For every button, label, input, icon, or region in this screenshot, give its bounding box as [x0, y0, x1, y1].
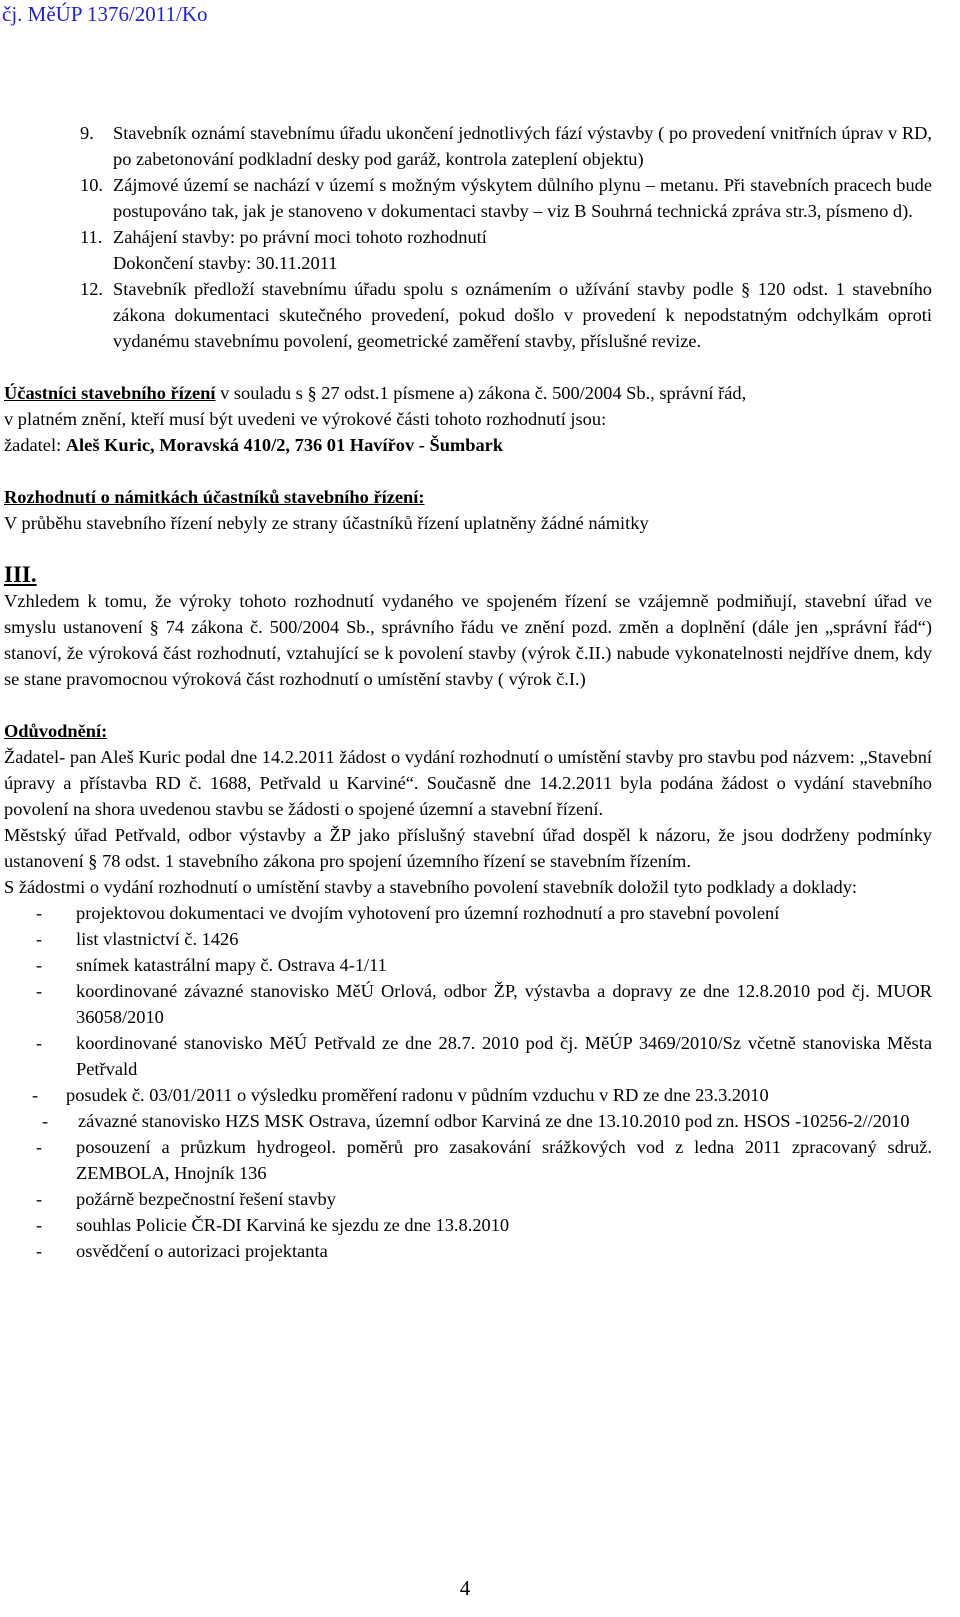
list-dash: - — [36, 955, 43, 975]
list-dash: - — [36, 1189, 43, 1209]
list-item-text: list vlastnictví č. 1426 — [76, 929, 239, 949]
completion-of-construction: Dokončení stavby: 30.11.2011 — [113, 253, 338, 273]
participants-tail: , správní řád, — [650, 383, 747, 403]
list-item-text: osvědčení o autorizaci projektanta — [76, 1241, 328, 1261]
document-list-item — [36, 900, 932, 926]
list-dash: - — [36, 981, 43, 1001]
document-body — [4, 120, 932, 1264]
objections-text: V průběhu stavebního řízení nebyly ze strany účastníků řízení uplatněny žádné námitky — [4, 513, 649, 533]
objections-heading: Rozhodnutí o námitkách účastníků stavebního řízení: — [4, 487, 425, 507]
document-list-item — [36, 952, 932, 978]
document-list-item — [42, 1108, 932, 1134]
document-list-item — [36, 1212, 932, 1238]
list-item-text: posouzení a průzkum hydrogeol. poměrů pro zasakování srážkových vod z ledna 2011 zpracovaný sdruž. ZEMBOLA, Hnojník 136 — [76, 1137, 932, 1183]
participants-paragraph — [4, 380, 932, 406]
document-reference: čj. MěÚP 1376/2011/Ko — [2, 2, 208, 26]
list-dash: - — [36, 903, 43, 923]
list-item-text: požárně bezpečnostní řešení stavby — [76, 1189, 336, 1209]
condition-item-10 — [80, 172, 932, 224]
list-item-text: koordinované stanovisko MěÚ Petřvald ze dne 28.7. 2010 pod čj. MěÚP 3469/2010/Sz včetně stanoviska Města Petřvald — [76, 1033, 932, 1079]
list-dash: - — [36, 929, 43, 949]
reasoning-paragraph-1: Žadatel- pan Aleš Kuric podal dne 14.2.2011 žádost o vydání rozhodnutí o umístění stavby pro stavbu pod názvem: „Stavební úpravy a přístavba RD č. 1688, Petřvald u Karviné“. Současně dne 14.2.2011 byla podána žádost o vydání stavebního povolení na shora uvedenou stavbu se žádosti o spojené územní a stavební řízení. — [4, 747, 932, 819]
list-item-text: souhlas Policie ČR-DI Karviná ke sjezdu ze dne 13.8.2010 — [76, 1215, 510, 1235]
list-dash: - — [32, 1085, 39, 1105]
reasoning-paragraph-2: Městský úřad Petřvald, odbor výstavby a ŽP jako příslušný stavební úřad dospěl k názoru, že jsou dodrženy podmínky ustanovení § 78 odst. 1 stavebního zákona pro spojení územního řízení se stavebním řízením. — [4, 825, 932, 871]
item-text: Stavebník předloží stavebnímu úřadu spolu s oznámením o užívání stavby podle § 120 odst. 1 stavebního zákona dokumentaci skutečného provedení, pokud došlo v provedení k nepodstatným odchylkám oproti vydanému stavebnímu povolení, geometrické zaměření stavby, příslušné revize. — [113, 279, 932, 351]
section-iii-text: Vzhledem k tomu, že výroky tohoto rozhodnutí vydaného ve spojeném řízení se vzájemně podmiňují, stavební úřad ve smyslu ustanovení § 74 zákona č. 500/2004 Sb., správního řádu ve znění pozd. změn a doplnění (dále jen „správní řád“) stanoví, že výroková část rozhodnutí, vztahující se k povolení stavby (výrok č.II.) nabude vykonatelnosti nejdříve dnem, kdy se stane pravomocnou výroková část rozhodnutí o umístění stavby ( výrok č.I.) — [4, 591, 932, 689]
item-text — [113, 224, 932, 276]
item-text: Zájmové území se nachází v území s možným výskytem důlního plynu – metanu. Při stavebních pracech bude postupováno tak, jak je stanoveno v dokumentaci stavby – viz B Souhrná technická zpráva str.3, písmeno d). — [113, 175, 932, 221]
list-item-text: posudek č. 03/01/2011 o výsledku proměření radonu v půdním vzduchu v RD ze dne 23.3.2010 — [66, 1085, 769, 1105]
applicant-name: Aleš Kuric, Moravská 410/2, 736 01 Havířov - Šumbark — [65, 435, 504, 455]
list-item-text: koordinované závazné stanovisko MěÚ Orlová, odbor ŽP, výstavba a dopravy ze dne 12.8.2010 pod čj. MUOR 36058/2010 — [76, 981, 932, 1027]
list-dash: - — [42, 1111, 49, 1131]
document-list-item — [36, 1030, 932, 1082]
participants-heading: Účastníci stavebního řízení — [4, 383, 216, 403]
applicant-line — [4, 432, 932, 458]
list-dash: - — [36, 1137, 43, 1157]
list-dash: - — [36, 1215, 43, 1235]
item-number: 12. — [80, 279, 103, 299]
list-dash: - — [36, 1033, 43, 1053]
condition-item-9 — [80, 120, 932, 172]
item-number: 10. — [80, 175, 103, 195]
condition-item-11 — [80, 224, 932, 276]
applicant-label: žadatel: — [4, 435, 66, 455]
document-list-item — [36, 1134, 932, 1186]
item-text: Stavebník oznámí stavebnímu úřadu ukončení jednotlivých fází výstavby ( po provedení vnitřních úprav v RD, po zabetonování podkladní desky pod garáž, kontrola zateplení objektu) — [113, 123, 932, 169]
participants-line2: v platném znění, kteří musí být uvedeni ve výrokové části tohoto rozhodnutí jsou: — [4, 409, 607, 429]
participants-law: v souladu s § 27 odst.1 písmene a) zákona č. 500/2004 Sb. — [215, 383, 651, 403]
list-item-text: projektovou dokumentaci ve dvojím vyhotovení pro územní rozhodnutí a pro stavební povolení — [76, 903, 780, 923]
reasoning-paragraph-3: S žádostmi o vydání rozhodnutí o umístění stavby a stavebního povolení stavebník doložil tyto podklady a doklady: — [4, 877, 858, 897]
document-list-item — [36, 926, 932, 952]
document-list-item — [36, 1238, 932, 1264]
condition-item-12 — [80, 276, 932, 354]
document-list-item — [36, 978, 932, 1030]
list-item-text: závazné stanovisko HZS MSK Ostrava, územní odbor Karviná ze dne 13.10.2010 pod zn. HSOS -10256-2//2010 — [78, 1111, 910, 1131]
list-dash: - — [36, 1241, 43, 1261]
item-number: 9. — [80, 123, 94, 143]
item-number: 11. — [80, 227, 103, 247]
page-number: 4 — [459, 1576, 471, 1600]
list-item-text: snímek katastrální mapy č. Ostrava 4-1/11 — [76, 955, 387, 975]
start-of-construction: Zahájení stavby: po právní moci tohoto rozhodnutí — [113, 227, 487, 247]
reasoning-heading: Odůvodnění: — [4, 721, 108, 741]
document-list-item — [36, 1186, 932, 1212]
section-iii-heading: III. — [4, 562, 37, 587]
document-list-item — [32, 1082, 932, 1108]
